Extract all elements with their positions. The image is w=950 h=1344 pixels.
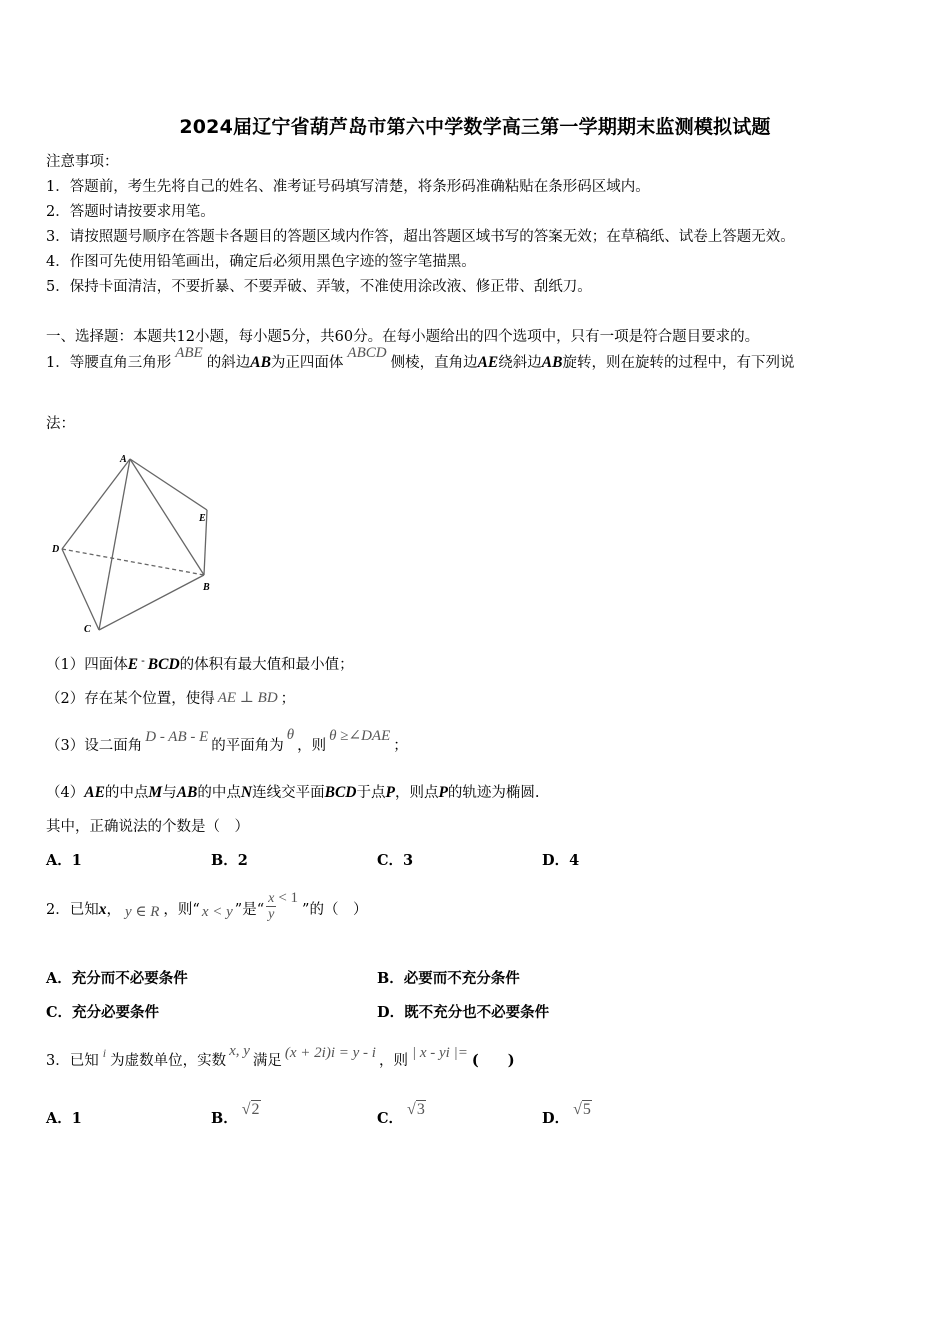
math-xy: x, y <box>229 1043 250 1059</box>
text: 的中点 <box>104 785 149 801</box>
note-item: 5．保持卡面清洁，不要折暴、不要弄破、弄皱，不准使用涂改液、修正带、刮纸刀。 <box>46 279 592 295</box>
var: P <box>385 784 395 801</box>
note-item: 2．答题时请按要求用笔。 <box>46 204 215 220</box>
statement-3 <box>46 727 408 755</box>
text: ”是“ <box>234 902 265 918</box>
text: 的体积有最大值和最小值； <box>179 657 354 673</box>
note-item: 4．作图可先使用铅笔画出，确定后必须用黑色字迹的签字笔描黑。 <box>46 254 476 270</box>
text: ，则 <box>378 1053 408 1069</box>
text: 为正四面体 <box>270 355 344 371</box>
edge-ae <box>130 459 207 510</box>
text: （1）四面体 <box>46 657 128 673</box>
q1-option-d: D．4 <box>542 852 580 869</box>
math-inequality: θ ≥∠DAE <box>329 728 391 744</box>
var: P <box>438 784 448 801</box>
text: 1．等腰直角三角形 <box>46 355 172 371</box>
text: 为虚数单位，实数 <box>110 1053 227 1069</box>
text: ”的（ ） <box>302 902 368 918</box>
sqrt-3: √3 <box>407 1101 425 1118</box>
question-3-line <box>46 1043 515 1070</box>
note-item: 3．请按照题号顺序在答题卡各题目的答题区域内作答，超出答题区域书写的答案无效；在草稿纸、试卷上答题无效。 <box>46 229 795 245</box>
text: 与 <box>162 785 177 801</box>
text: 侧棱，直角边 <box>390 355 478 371</box>
text: ； <box>393 738 408 754</box>
var: E <box>127 656 139 673</box>
radicand: 3 <box>416 1101 425 1118</box>
var: M <box>148 784 163 801</box>
fraction-x-over-y <box>266 891 276 922</box>
math-abcd: ABCD <box>347 345 387 361</box>
q2-option-c: C．充分必要条件 <box>46 1004 160 1021</box>
q3-option-b <box>211 1101 261 1128</box>
text: （2）存在某个位置，使得 <box>46 691 215 707</box>
question-1-cont: 法： <box>46 416 75 432</box>
math-lt-one: < 1 <box>278 890 299 906</box>
q2-option-d: D．既不充分也不必要条件 <box>377 1004 550 1021</box>
math-equation: (x + 2i)i = y - i <box>284 1045 376 1061</box>
numerator: x <box>268 890 275 906</box>
section-heading: 一、选择题：本题共12小题，每小题5分，共60分。在每小题给出的四个选项中，只有一项是符合题目要求的。 <box>46 329 760 345</box>
var: BCD <box>324 784 357 801</box>
question-2-line <box>46 886 367 934</box>
text: ，则点 <box>394 785 439 801</box>
question-1-line <box>46 345 795 372</box>
sqrt-5: √5 <box>573 1101 591 1118</box>
math-perp: AE ⊥ BD <box>217 690 278 706</box>
label-b: B <box>203 582 210 593</box>
text: 的斜边 <box>206 355 251 371</box>
label-a: A <box>120 454 127 465</box>
text: （3）设二面角 <box>46 738 143 754</box>
option-label: B． <box>211 1110 238 1127</box>
note-item: 1．答题前，考生先将自己的姓名、准考证号码填写清楚，将条形码准确粘贴在条形码区域内。 <box>46 179 650 195</box>
q1-option-c: C．3 <box>377 852 414 869</box>
var: BCD <box>147 656 180 673</box>
text: 的轨迹为椭圆. <box>447 785 540 801</box>
label-e: E <box>199 513 206 524</box>
option-label: D． <box>542 1110 570 1127</box>
tetrahedron-figure <box>44 448 224 638</box>
math-i: i <box>102 1046 107 1060</box>
edge-ad <box>62 459 130 549</box>
q1-option-a: A．1 <box>46 852 82 869</box>
label-c: C <box>84 624 91 635</box>
math-modulus: | x - yi |= <box>411 1045 468 1061</box>
math-theta: θ <box>286 727 295 743</box>
text: 绕斜边 <box>498 355 542 371</box>
var: AB <box>250 354 271 371</box>
text: ，则 <box>297 738 327 754</box>
q1-option-b: B．2 <box>211 852 248 869</box>
statement-2 <box>46 690 295 708</box>
q3-option-a: A．1 <box>46 1110 82 1127</box>
var: x <box>98 901 107 918</box>
math-y-in-r: y ∈ R <box>124 904 160 920</box>
question-1-stem: 其中，正确说法的个数是（ ） <box>46 819 249 835</box>
option-label: C． <box>377 1110 404 1127</box>
math-x-lt-y: x < y <box>201 904 233 920</box>
q3-option-c <box>377 1101 426 1128</box>
radicand: 5 <box>582 1101 591 1118</box>
page-title: 2024届辽宁省葫芦岛市第六中学数学高三第一学期期末监测模拟试题 <box>179 116 771 138</box>
label-d: D <box>52 544 60 555</box>
var: AB <box>541 354 563 371</box>
text: ； <box>280 691 296 707</box>
edge-db-hidden <box>62 549 204 575</box>
text: （4） <box>46 785 85 801</box>
edge-cb <box>99 575 204 630</box>
edge-ab <box>130 459 204 575</box>
dash: - <box>141 654 145 667</box>
q2-option-b: B．必要而不充分条件 <box>377 970 520 987</box>
text: 的平面角为 <box>211 738 284 754</box>
statement-1 <box>46 656 354 675</box>
text: 连线交平面 <box>252 785 325 801</box>
edge-dc <box>62 549 99 630</box>
text: ， <box>106 902 121 918</box>
text: ( ) <box>471 1052 515 1069</box>
text: 旋转，则在旋转的过程中，有下列说 <box>562 355 795 371</box>
q2-option-a: A．充分而不必要条件 <box>46 970 188 987</box>
radicand: 2 <box>251 1101 260 1118</box>
text: 2．已知 <box>46 902 99 918</box>
text: ，则“ <box>163 902 200 918</box>
text: 3．已知 <box>46 1053 99 1069</box>
text: 满足 <box>252 1053 282 1069</box>
text: 于点 <box>356 785 386 801</box>
math-dihedral: D - AB - E <box>145 729 209 745</box>
text: 的中点 <box>197 785 241 801</box>
denominator: y <box>268 906 275 922</box>
q3-option-d <box>542 1101 592 1128</box>
statement-4 <box>46 784 540 802</box>
var: AB <box>176 784 198 801</box>
var: AE <box>477 354 499 371</box>
notes-heading: 注意事项： <box>46 154 119 170</box>
math-abe: ABE <box>175 345 203 361</box>
var: N <box>240 784 253 801</box>
edge-ac <box>99 459 130 630</box>
sqrt-2: √2 <box>241 1101 260 1118</box>
var: AE <box>84 784 105 801</box>
